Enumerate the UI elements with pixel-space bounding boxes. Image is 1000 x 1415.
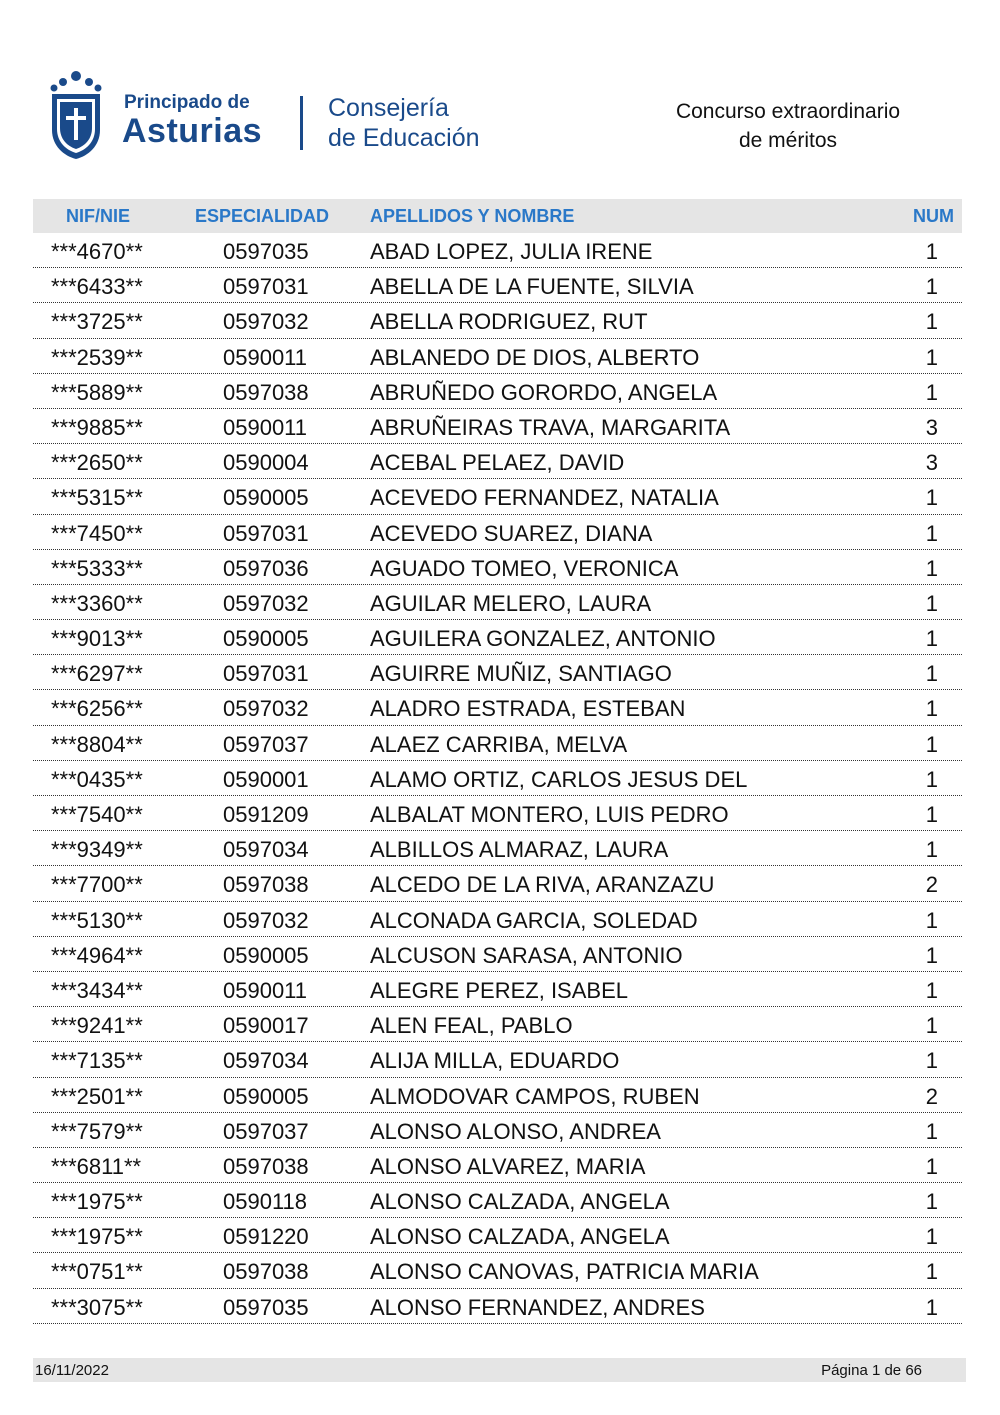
cell-nif: ***3434** [51, 977, 143, 1003]
footer-date: 16/11/2022 [35, 1362, 109, 1379]
table-row [33, 796, 962, 831]
table-row [33, 761, 962, 796]
document-title [638, 97, 938, 155]
table-row [33, 1183, 962, 1218]
cell-nif: ***2539** [51, 344, 143, 370]
cell-especialidad: 0590118 [223, 1189, 308, 1215]
cell-nombre: ALONSO CANOVAS, PATRICIA MARIA [370, 1259, 759, 1285]
cell-num: 1 [925, 379, 938, 405]
cell-num: 1 [925, 1153, 938, 1179]
cell-nif: ***5130** [51, 907, 143, 933]
cell-num: 1 [925, 1118, 938, 1144]
cell-num: 1 [925, 1048, 938, 1074]
cell-nif: ***6297** [51, 661, 143, 687]
cell-especialidad: 0597038 [223, 872, 309, 898]
cell-nombre: ABRUÑEDO GORORDO, ANGELA [370, 379, 718, 405]
cell-num: 1 [925, 661, 938, 687]
cell-nif: ***7135** [51, 1048, 143, 1074]
department-line-2: de Educación [328, 124, 480, 152]
brand-line-1: Principado de [124, 92, 250, 113]
cell-num: 1 [925, 696, 938, 722]
cell-especialidad: 0597034 [223, 837, 309, 863]
cell-num: 3 [925, 414, 938, 440]
cell-num: 1 [925, 1224, 938, 1250]
table-row [33, 1218, 962, 1253]
cell-nombre: ALONSO CALZADA, ANGELA [370, 1189, 670, 1215]
cell-nif: ***7540** [51, 802, 143, 827]
cell-especialidad: 0597031 [223, 274, 309, 300]
cell-nif: ***3075** [51, 1294, 143, 1320]
cell-especialidad: 0590017 [223, 1013, 309, 1039]
cell-especialidad: 0591209 [223, 802, 309, 827]
cell-nif: ***0435** [51, 766, 143, 792]
cell-num: 1 [925, 1259, 938, 1285]
cell-especialidad: 0597031 [223, 661, 309, 687]
cell-num: 1 [925, 1294, 938, 1320]
cell-num: 2 [925, 872, 938, 898]
cell-nombre: ALONSO ALVAREZ, MARIA [370, 1153, 646, 1179]
cell-especialidad: 0597038 [223, 1259, 309, 1285]
cell-nombre: AGUIRRE MUÑIZ, SANTIAGO [370, 661, 672, 687]
cell-especialidad: 0590005 [223, 1083, 309, 1109]
table-row [33, 937, 962, 972]
cell-num: 1 [925, 802, 938, 827]
table-row [33, 479, 962, 514]
cell-especialidad: 0590004 [223, 450, 309, 476]
cell-nombre: ALCUSON SARASA, ANTONIO [370, 942, 683, 968]
cell-nif: ***7700** [51, 872, 143, 898]
table-row [33, 585, 962, 620]
table-row [33, 831, 962, 866]
table-row [33, 726, 962, 761]
cell-nombre: AGUILAR MELERO, LAURA [370, 590, 652, 616]
cell-nombre: ABRUÑEIRAS TRAVA, MARGARITA [370, 414, 731, 440]
cell-especialidad: 0597036 [223, 555, 309, 581]
cell-nif: ***3725** [51, 309, 143, 335]
table-row [33, 655, 962, 690]
cell-especialidad: 0590011 [223, 977, 308, 1003]
table-row [33, 1289, 962, 1324]
column-header-num: NUM [913, 206, 954, 226]
table-body [33, 233, 962, 1324]
cell-num: 1 [925, 626, 938, 652]
cell-nif: ***5333** [51, 555, 143, 581]
table-row [33, 866, 962, 901]
cell-nombre: ALMODOVAR CAMPOS, RUBEN [370, 1083, 700, 1109]
cell-nombre: ALONSO CALZADA, ANGELA [370, 1224, 670, 1250]
cell-nombre: ACEBAL PELAEZ, DAVID [370, 450, 625, 476]
cell-especialidad: 0597031 [223, 520, 309, 546]
table-row [33, 409, 962, 444]
table-row [33, 374, 962, 409]
footer-page-number: Página 1 de 66 [821, 1362, 922, 1379]
cell-nombre: AGUILERA GONZALEZ, ANTONIO [370, 626, 716, 652]
cell-nif: ***7450** [51, 520, 143, 546]
cell-num: 1 [925, 239, 938, 264]
department-line-1: Consejería [328, 94, 449, 122]
cell-num: 1 [925, 1189, 938, 1215]
cell-especialidad: 0597032 [223, 696, 309, 722]
table-header [33, 199, 962, 233]
cell-num: 1 [925, 590, 938, 616]
cell-num: 1 [925, 766, 938, 792]
table-row [33, 1007, 962, 1042]
table-row [33, 902, 962, 937]
cell-num: 1 [925, 520, 938, 546]
cell-num: 1 [925, 485, 938, 511]
cell-especialidad: 0597032 [223, 590, 309, 616]
table-row [33, 233, 962, 268]
cell-nif: ***5315** [51, 485, 143, 511]
cell-num: 1 [925, 942, 938, 968]
table-row [33, 1113, 962, 1148]
cell-nombre: ACEVEDO FERNANDEZ, NATALIA [370, 485, 719, 511]
cell-num: 1 [925, 309, 938, 335]
cell-especialidad: 0591220 [223, 1224, 309, 1250]
cell-nombre: ALIJA MILLA, EDUARDO [370, 1048, 620, 1074]
cell-nombre: ALBILLOS ALMARAZ, LAURA [370, 837, 669, 863]
cell-nif: ***6433** [51, 274, 143, 300]
cell-num: 1 [925, 555, 938, 581]
page-footer [33, 1358, 966, 1382]
cell-especialidad: 0590005 [223, 942, 309, 968]
column-header-especialidad: ESPECIALIDAD [195, 206, 330, 226]
table-row [33, 1148, 962, 1183]
table-row [33, 1253, 962, 1288]
cell-nif: ***8804** [51, 731, 143, 757]
asturias-crest-logo [48, 68, 104, 160]
cell-nif: ***4670** [51, 239, 143, 264]
cell-nif: ***7579** [51, 1118, 143, 1144]
cell-nombre: ALADRO ESTRADA, ESTEBAN [370, 696, 686, 722]
table-row [33, 1042, 962, 1077]
cell-especialidad: 0597032 [223, 907, 309, 933]
cell-nif: ***2501** [51, 1083, 143, 1109]
cell-num: 2 [925, 1083, 938, 1109]
cell-nombre: ABLANEDO DE DIOS, ALBERTO [370, 344, 700, 370]
cell-especialidad: 0597037 [223, 731, 309, 757]
cell-especialidad: 0590005 [223, 626, 309, 652]
document-title-line-2: de méritos [738, 129, 838, 152]
cell-especialidad: 0590001 [223, 766, 309, 792]
cell-especialidad: 0597034 [223, 1048, 309, 1074]
table-row [33, 339, 962, 374]
cell-nombre: ABELLA RODRIGUEZ, RUT [370, 309, 648, 335]
cell-especialidad: 0590011 [223, 414, 308, 440]
cell-nombre: ABAD LOPEZ, JULIA IRENE [370, 239, 653, 264]
cell-nif: ***9241** [51, 1013, 143, 1039]
cell-nif: ***5889** [51, 379, 143, 405]
cell-nif: ***2650** [51, 450, 143, 476]
document-header [0, 0, 1000, 190]
cell-nombre: ALEN FEAL, PABLO [370, 1013, 573, 1039]
cell-nif: ***3360** [51, 590, 143, 616]
cell-nombre: ALCEDO DE LA RIVA, ARANZAZU [370, 872, 715, 898]
cell-nif: ***1975** [51, 1224, 143, 1250]
applicants-table [33, 199, 962, 1324]
cell-nombre: ALAEZ CARRIBA, MELVA [370, 731, 628, 757]
cell-num: 1 [925, 837, 938, 863]
cell-especialidad: 0590011 [223, 344, 308, 370]
cell-especialidad: 0597038 [223, 379, 309, 405]
cell-especialidad: 0597035 [223, 239, 309, 264]
cell-nombre: ACEVEDO SUAREZ, DIANA [370, 520, 653, 546]
cell-nif: ***4964** [51, 942, 143, 968]
table-row [33, 620, 962, 655]
cell-especialidad: 0597032 [223, 309, 309, 335]
table-row [33, 444, 962, 479]
brand-divider [300, 96, 303, 150]
table-row [33, 515, 962, 550]
cell-nif: ***6811** [51, 1153, 142, 1179]
cell-nombre: ALBALAT MONTERO, LUIS PEDRO [370, 802, 729, 827]
cell-nombre: ALEGRE PEREZ, ISABEL [370, 977, 628, 1003]
cell-nif: ***6256** [51, 696, 143, 722]
cell-nombre: ALONSO ALONSO, ANDREA [370, 1118, 661, 1144]
cell-nombre: ALONSO FERNANDEZ, ANDRES [370, 1294, 705, 1320]
cell-nombre: ABELLA DE LA FUENTE, SILVIA [370, 274, 694, 300]
table-row [33, 972, 962, 1007]
cell-num: 1 [925, 274, 938, 300]
cell-especialidad: 0597035 [223, 1294, 309, 1320]
cell-num: 1 [925, 1013, 938, 1039]
cell-nif: ***1975** [51, 1189, 143, 1215]
table-row [33, 303, 962, 338]
table-row [33, 1078, 962, 1113]
cell-num: 3 [925, 450, 938, 476]
cell-nif: ***9013** [51, 626, 143, 652]
column-header-nombre: APELLIDOS Y NOMBRE [370, 206, 575, 226]
table-row [33, 268, 962, 303]
brand-line-2: Asturias [122, 112, 263, 150]
cell-num: 1 [925, 344, 938, 370]
table-row [33, 550, 962, 585]
cell-nif: ***9349** [51, 837, 143, 863]
cell-nombre: AGUADO TOMEO, VERONICA [370, 555, 679, 581]
cell-especialidad: 0590005 [223, 485, 309, 511]
cell-nombre: ALCONADA GARCIA, SOLEDAD [370, 907, 698, 933]
cell-num: 1 [925, 977, 938, 1003]
cell-especialidad: 0597037 [223, 1118, 309, 1144]
cell-especialidad: 0597038 [223, 1153, 309, 1179]
cell-num: 1 [925, 907, 938, 933]
cell-nombre: ALAMO ORTIZ, CARLOS JESUS DEL [370, 766, 748, 792]
cell-num: 1 [925, 731, 938, 757]
table-row [33, 690, 962, 725]
column-header-nif: NIF/NIE [66, 206, 131, 226]
cell-nif: ***0751** [51, 1259, 143, 1285]
document-title-line-1: Concurso extraordinario [675, 100, 901, 123]
cell-nif: ***9885** [51, 414, 143, 440]
